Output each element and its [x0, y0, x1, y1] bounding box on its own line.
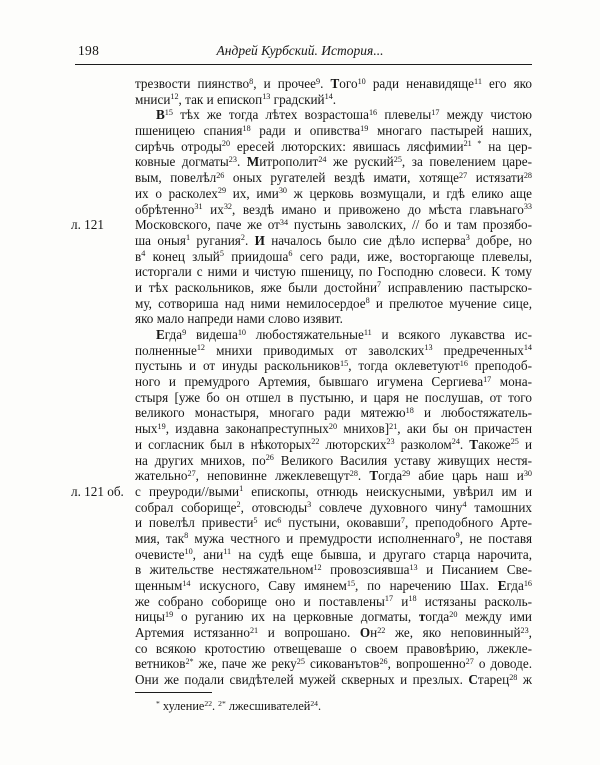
footnote-separator: [135, 692, 212, 693]
bold-initial: О: [359, 625, 371, 641]
bold-initial: С: [468, 672, 478, 688]
text-line: и тѣх раскольников, яже были достойни$^7$ исправлению пастырско-: [135, 279, 532, 295]
variant-superscript: 14: [523, 343, 533, 353]
text-line: ного и премудрого Артемия, бывшаго игумена Сергиева$^{17}$ мона-: [135, 374, 532, 390]
variant-superscript: 9: [455, 531, 460, 541]
variant-superscript: 28: [349, 468, 358, 478]
text-line: ницы$^{19}$ о руганию их на церковные догматы, тогда$^{20}$ между ими: [135, 609, 532, 625]
text-line: $в^4$ конец злый$^5$ приидоша$^6$ сего ради, иже, восторгающе плевелы,: [135, 248, 533, 264]
variant-superscript: *: [156, 698, 160, 708]
text-line: и повелѣл привести$^5$ $ис^6$ пустыни, оковавши$^7$, преподобного Арте-: [135, 515, 532, 531]
variant-superscript: 6: [288, 249, 293, 259]
variant-superscript: 13: [262, 92, 271, 102]
variant-superscript: 4: [141, 249, 146, 259]
variant-superscript: 19: [157, 421, 166, 431]
text-line: стыря [уже бо он отшел в пустыню, и царя не послушав, от того: [135, 389, 532, 405]
variant-superscript: 19: [360, 123, 369, 133]
variant-superscript: 15: [346, 578, 356, 588]
variant-superscript: 32: [223, 202, 232, 211]
variant-superscript: 10: [237, 327, 246, 337]
variant-superscript: 20: [328, 421, 338, 431]
variant-superscript: 25: [510, 437, 519, 447]
text-line: великого монастыря, многаго ради мятежю$^{18}$ и любостяжатель-: [135, 405, 532, 421]
text-line: со всякою кротостию отвещеваше о своем правовѣрию, лжекле-: [135, 640, 532, 656]
text-line: яко мало напреди нами слово изявит.: [135, 311, 343, 327]
text-line: л. 121 об. с преуроди//выми$^1$ епископы, отнюдь неискусными, увѣрил им и: [71, 483, 533, 499]
text-line: очевисте$^{10}$, ани$^{11}$ на судѣ еще бывша, и другаго старца нарочита,: [135, 546, 532, 562]
variant-superscript: 20: [221, 139, 231, 149]
variant-superscript: 1: [185, 233, 191, 243]
text-line: их о расколех$^{29}$ их, ими$^{30}$ ж церковь возмущали, и гдѣ елико аще: [135, 185, 532, 201]
text-line: ша оныя$^1$ ругания$^2$. И началось было сие дѣло исперва$^3$ добре, но: [135, 232, 532, 248]
variant-superscript: 20: [449, 609, 458, 619]
variant-superscript: 26: [265, 453, 274, 462]
variant-superscript: 30: [523, 468, 532, 478]
text-line: жательно$^{27}$, неповинне лжеклевещут$^{28}$. Тогда$^{29}$ абие царь наш $и^{30}$: [135, 468, 532, 484]
variant-superscript: 12: [196, 343, 205, 353]
variant-superscript: 8: [365, 296, 370, 306]
text-line: собрал соборище$^2$, отовсюды$^3$ совлече духовного чину$^4$ тамошних: [135, 499, 532, 515]
text-line: $В^{15}$ тѣх же тогда лѣтех возрастоша$^{16}$ плевелы$^{17}$ между чистою: [156, 107, 533, 123]
variant-superscript: 11: [223, 547, 232, 557]
variant-superscript: 16: [459, 358, 468, 368]
variant-superscript: 26: [379, 656, 388, 666]
variant-superscript: 16: [523, 578, 532, 588]
text-line: Артемия истязанно$^{21}$ и вопрошано. $Он^{22}$ же, яко неповинный$^{23}$,: [135, 625, 532, 641]
variant-superscript: 23: [520, 625, 529, 635]
variant-superscript: 27: [187, 468, 196, 478]
text-line: Егда$^9$ видеша$^{10}$ любостяжательные$^{11}$ и всякого лукавства ис-: [156, 327, 533, 342]
text-line: мия, так$^8$ мужа честного и премудрости исполненнаго$^9$, не поставя: [135, 530, 533, 546]
variant-superscript: 24: [451, 437, 460, 447]
variant-superscript: 24: [310, 698, 318, 708]
text-line: пшеницею спания$^{18}$ ради и опивства$^{19}$ многаго пастырей наших,: [135, 123, 532, 139]
variant-superscript: 17: [384, 594, 394, 604]
variant-superscript: 25: [296, 656, 305, 666]
text-line: и согласник был в нѣкоторых$^{22}$ люторских$^{23}$ разколом$^{24}$. Такоже$^{25}$ и: [135, 436, 532, 452]
text-line: вым, повелѣл$^{26}$ оных ругателей вездѣ имати, хотяще$^{27}$ истязати$^{28}$: [135, 170, 532, 186]
variant-superscript: 2: [240, 233, 245, 243]
variant-superscript: 7: [377, 280, 382, 290]
variant-superscript: 8: [184, 531, 189, 541]
text-line: л. 121 Московского, паче же $от^{34}$ пустынь заволских, // бо и там прозябо-: [71, 217, 532, 233]
text-line: исторгали с ними и чистую пшеницу, по Господню словеси. К тому: [135, 264, 532, 280]
variant-superscript: 18: [242, 123, 251, 133]
variant-superscript: 23: [228, 154, 237, 164]
text-line: полненные$^{12}$ мнихи приводимых от заволских$^{13}$ предреченных$^{14}$: [135, 342, 533, 358]
text-line: Они же подали свидѣтелей мужей скверных и презлых. Старец$^{28}$ ж: [135, 672, 532, 688]
variant-superscript: 22: [311, 437, 320, 447]
variant-superscript: 18: [408, 594, 417, 604]
variant-superscript: 21: [389, 421, 398, 431]
text-line: обрѣтенно$^{31}$ $их^{32}$, вездѣ имано и привожено до мѣста главънаго$^{33}$: [135, 201, 532, 217]
variant-superscript: 8: [249, 76, 254, 86]
variant-superscript: 31: [194, 202, 203, 211]
text-line: на других мнихов, $по^{26}$ Великого Василия уставу живущих нестя-: [135, 452, 532, 468]
variant-superscript: 25: [393, 154, 402, 164]
variant-superscript: 28: [509, 672, 518, 682]
text-line: му, сотвориша над ними немилосердое$^8$ и прелютое мучение сице,: [135, 295, 532, 311]
variant-superscript: 14: [182, 578, 191, 588]
variant-superscript: 29: [217, 186, 227, 196]
text-line: сирѣчь отроды$^{20}$ ересей люторских: явишась лясфимии$^{21 *}$ на цер-: [135, 138, 532, 154]
bold-initial: И: [254, 232, 265, 248]
variant-superscript: 21 *: [463, 139, 482, 149]
variant-superscript: 27: [465, 656, 474, 666]
variant-superscript: 33: [523, 202, 532, 211]
variant-superscript: 10: [357, 76, 366, 86]
variant-superscript: 34: [279, 217, 289, 227]
variant-superscript: 12: [170, 92, 179, 102]
variant-superscript: 13: [409, 562, 418, 572]
running-title: Андрей Курбский. История...: [216, 43, 384, 58]
header-rule: [75, 64, 532, 65]
folio-margin-note: л. 121 об.: [71, 483, 124, 499]
variant-superscript: 18: [405, 405, 414, 415]
page-number: 198: [78, 43, 100, 58]
variant-superscript: 5: [219, 249, 224, 259]
body-text: [71, 76, 533, 688]
variant-superscript: 12: [313, 562, 322, 572]
variant-superscript: 11: [474, 76, 482, 86]
bold-initial: М: [246, 154, 260, 170]
text-line: мниси$^{12}$, так и епископ$^{13}$ градский$^{14}$.: [135, 91, 337, 107]
bold-initial: Т: [330, 76, 340, 91]
variant-superscript: 3: [465, 233, 470, 243]
variant-superscript: 7: [400, 515, 405, 525]
footnote-text: * хуление$^{22}$. $^{2*}$ лжесшивателей$^{24}$.: [156, 698, 322, 713]
bold-initial: В: [156, 107, 165, 123]
variant-superscript: 23: [386, 437, 395, 447]
folio-margin-note: л. 121: [71, 217, 104, 233]
variant-superscript: 17: [483, 374, 492, 384]
variant-superscript: 16: [368, 107, 378, 117]
variant-superscript: 19: [165, 609, 174, 619]
variant-superscript: 2: [236, 500, 241, 510]
text-line: ных$^{19}$, издавна законапреступных$^{20}$ мнихов]$^{21}$, аки бы он причастен: [135, 421, 533, 437]
variant-superscript: 17: [431, 107, 440, 117]
variant-superscript: 5: [253, 515, 258, 525]
variant-superscript: 3: [307, 500, 312, 510]
variant-superscript: 15: [340, 358, 349, 368]
variant-superscript: 27: [459, 170, 468, 180]
variant-superscript: 13: [424, 343, 433, 353]
bold-initial: Т: [469, 436, 479, 452]
variant-superscript: 11: [363, 327, 372, 337]
variant-superscript: 6: [277, 515, 282, 525]
variant-superscript: 21: [249, 625, 259, 635]
variant-superscript: 2*: [185, 656, 194, 666]
variant-superscript: 10: [184, 547, 193, 557]
variant-superscript: 30: [278, 186, 287, 196]
text-line: трезвости пиянство$^8$, и прочее$^9$. Того$^{10}$ ради ненавидяще$^{11}$ его яко: [135, 76, 532, 91]
text-line: ветников$^{2*}$ же, паче же реку$^{25}$ сикованътов$^{26}$, вопрошенно$^{27}$ о доводе.: [135, 656, 532, 672]
variant-superscript: 1: [239, 484, 244, 494]
variant-superscript: 9: [316, 76, 321, 86]
variant-superscript: 22: [204, 698, 212, 708]
text-line: ковные догматы$^{23}$. Митрополит$^{24}$ же руский$^{25}$, за повелением царе-: [135, 154, 533, 170]
text-line: щенным$^{14}$ искусного, Саву имянем$^{15}$, по наречению Шах. Егда$^{16}$: [135, 578, 532, 593]
bold-initial: Т: [369, 468, 379, 484]
bold-initial: т: [418, 609, 426, 625]
text-line: же собрано соборище оно и поставлены$^{17}$ $и^{18}$ истязаны расколь-: [135, 593, 532, 609]
variant-superscript: 24: [318, 154, 327, 164]
text-line: в жительстве нестяжательном$^{12}$ провозсиявша$^{13}$ и Писанием Све-: [135, 562, 532, 578]
variant-superscript: 2*: [218, 698, 226, 708]
variant-superscript: 28: [523, 170, 532, 180]
variant-superscript: 29: [402, 468, 411, 478]
variant-superscript: 9: [182, 327, 187, 337]
variant-superscript: 14: [324, 92, 333, 102]
text-line: пустынь и от инуды раскольников$^{15}$, тогда оклеветуют$^{16}$ преподоб-: [135, 358, 532, 374]
bold-initial: Е: [156, 327, 165, 342]
bold-initial: Е: [497, 578, 507, 593]
variant-superscript: 26: [216, 170, 225, 180]
variant-superscript: 4: [462, 500, 467, 510]
variant-superscript: 22: [377, 625, 386, 635]
variant-superscript: 15: [164, 107, 173, 117]
